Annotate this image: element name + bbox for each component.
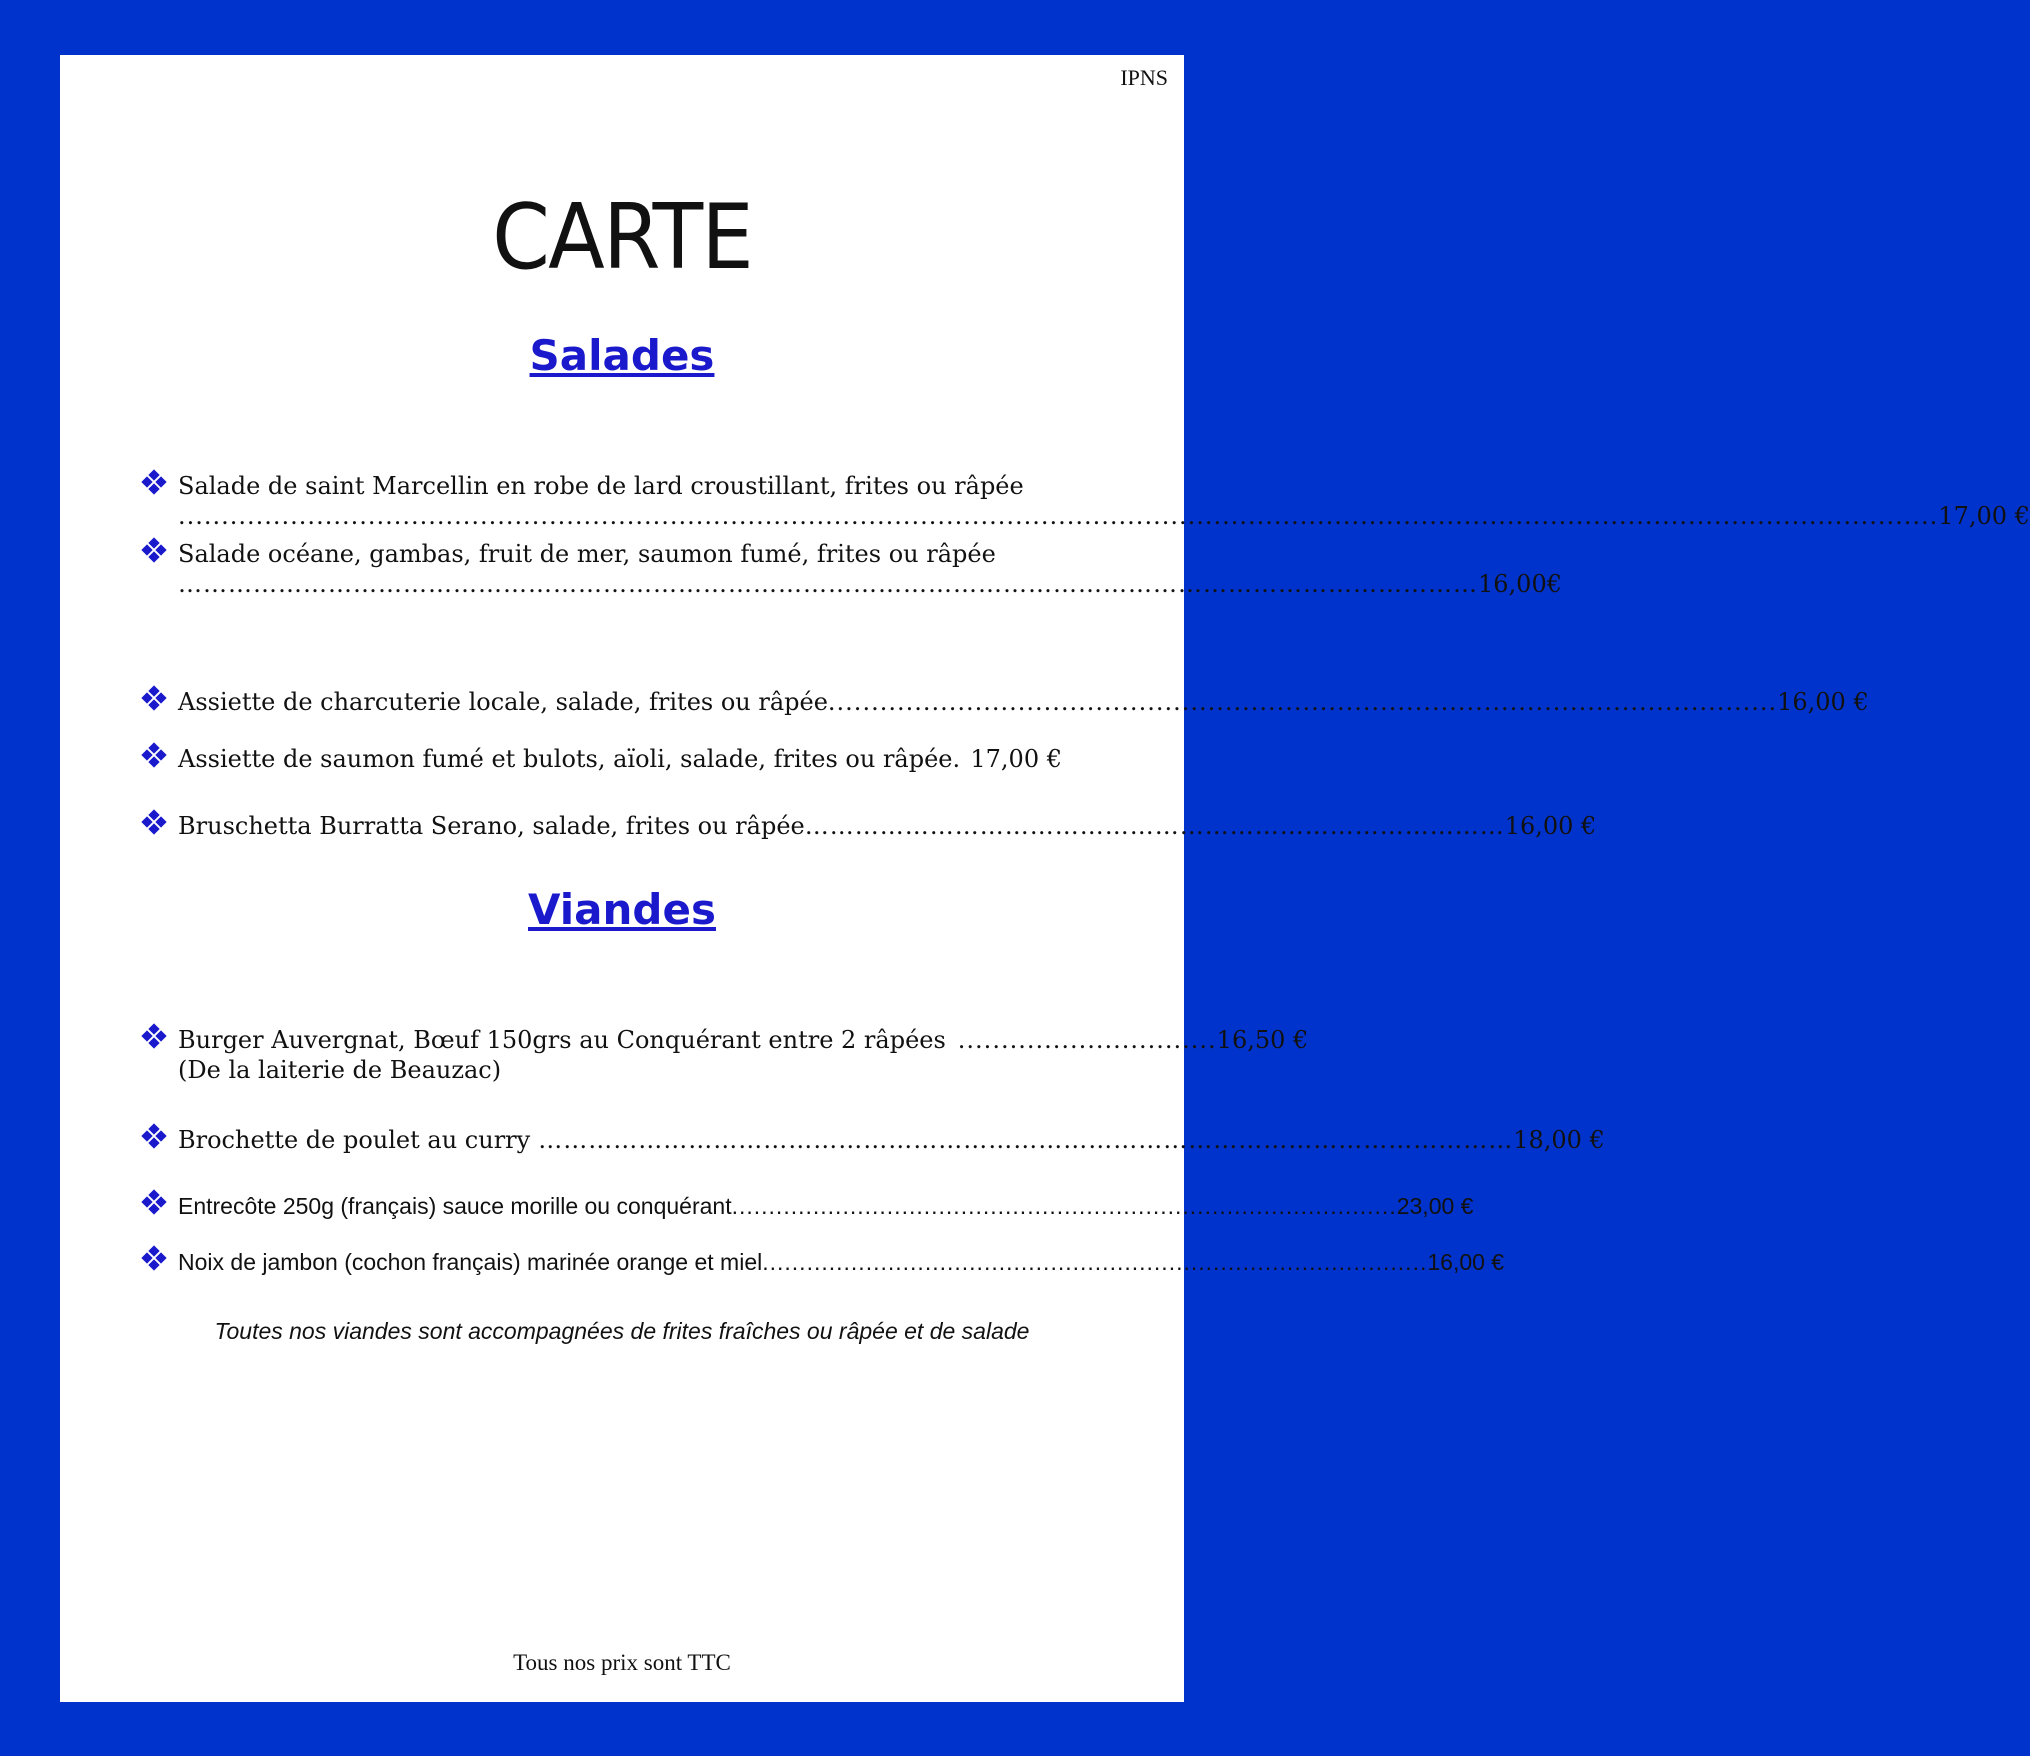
section-title-salades: Salades — [529, 331, 715, 380]
diamond-bullet-icon — [142, 686, 166, 710]
item-name: Salade océane, gambas, fruit de mer, saumon fumé, frites ou râpée — [178, 540, 996, 568]
item-name: Salade de saint Marcellin en robe de lard croustillant, frites ou râpée — [178, 472, 1024, 500]
leader-dots: ……………………………………………………………………………………………………… — [538, 1126, 1514, 1154]
page-title: CARTE — [492, 185, 752, 290]
item-price: 16,00 € — [1427, 1249, 1505, 1275]
item-name: Bruschetta Burratta Serano, salade, frites ou râpée — [178, 812, 805, 840]
diamond-bullet-icon — [142, 538, 166, 562]
ipns-tag: IPNS — [1120, 65, 1168, 90]
item-price: 16,00 € — [1777, 688, 1869, 716]
menu-item — [142, 538, 1562, 602]
leader-dots: .............................................................................................................. — [827, 688, 1778, 716]
leader-dots: .......................................................................................... — [731, 1193, 1397, 1219]
item-price: 16,50 € — [1216, 1026, 1309, 1054]
menu-item — [142, 1024, 1309, 1088]
item-name: Burger Auvergnat, Bœuf 150grs au Conquérant entre 2 râpées — [178, 1026, 946, 1054]
item-price: 17,00 € — [1938, 502, 2030, 530]
accompaniment-note: Toutes nos viandes sont accompagnées de frites fraîches ou râpée et de salade — [214, 1318, 1030, 1344]
diamond-bullet-icon — [142, 470, 166, 494]
diamond-bullet-icon — [142, 743, 166, 767]
menu-item — [142, 470, 2030, 534]
diamond-bullet-icon — [142, 1246, 166, 1270]
item-subtitle: (De la laiterie de Beauzac) — [178, 1056, 502, 1084]
diamond-bullet-icon — [142, 1124, 166, 1148]
footer-tax-note: Tous nos prix sont TTC — [513, 1650, 731, 1675]
item-name: Entrecôte 250g (français) sauce morille ou conquérant — [178, 1193, 732, 1219]
item-name: Assiette de charcuterie locale, salade, frites ou râpée — [178, 688, 828, 716]
leader-dots: ………………………………………………………………………… — [804, 812, 1505, 840]
leader-dots: .......................................................................................... — [762, 1249, 1428, 1275]
menu-page — [60, 55, 2030, 1702]
item-name: Noix de jambon (cochon français) marinée orange et miel — [178, 1249, 763, 1275]
item-price: 17,00 € — [970, 745, 1062, 773]
leader-dots: ………………………………………………………………………………………………………………………………………… — [178, 570, 1478, 598]
section-title-viandes: Viandes — [528, 885, 716, 934]
item-price: 16,00 € — [1504, 812, 1597, 840]
item-name: Assiette de saumon fumé et bulots, aïoli, salade, frites ou râpée. — [178, 745, 961, 773]
diamond-bullet-icon — [142, 810, 166, 834]
item-price: 18,00 € — [1513, 1126, 1605, 1154]
item-price: 23,00 € — [1396, 1193, 1474, 1219]
leader-dots: .............................. — [957, 1026, 1217, 1054]
item-price: 16,00€ — [1478, 570, 1562, 598]
diamond-bullet-icon — [142, 1190, 166, 1214]
item-name: Brochette de poulet au curry — [178, 1126, 531, 1154]
diamond-bullet-icon — [142, 1024, 166, 1048]
leader-dots: ............................................................................................................................................................................................................ — [178, 502, 1939, 530]
